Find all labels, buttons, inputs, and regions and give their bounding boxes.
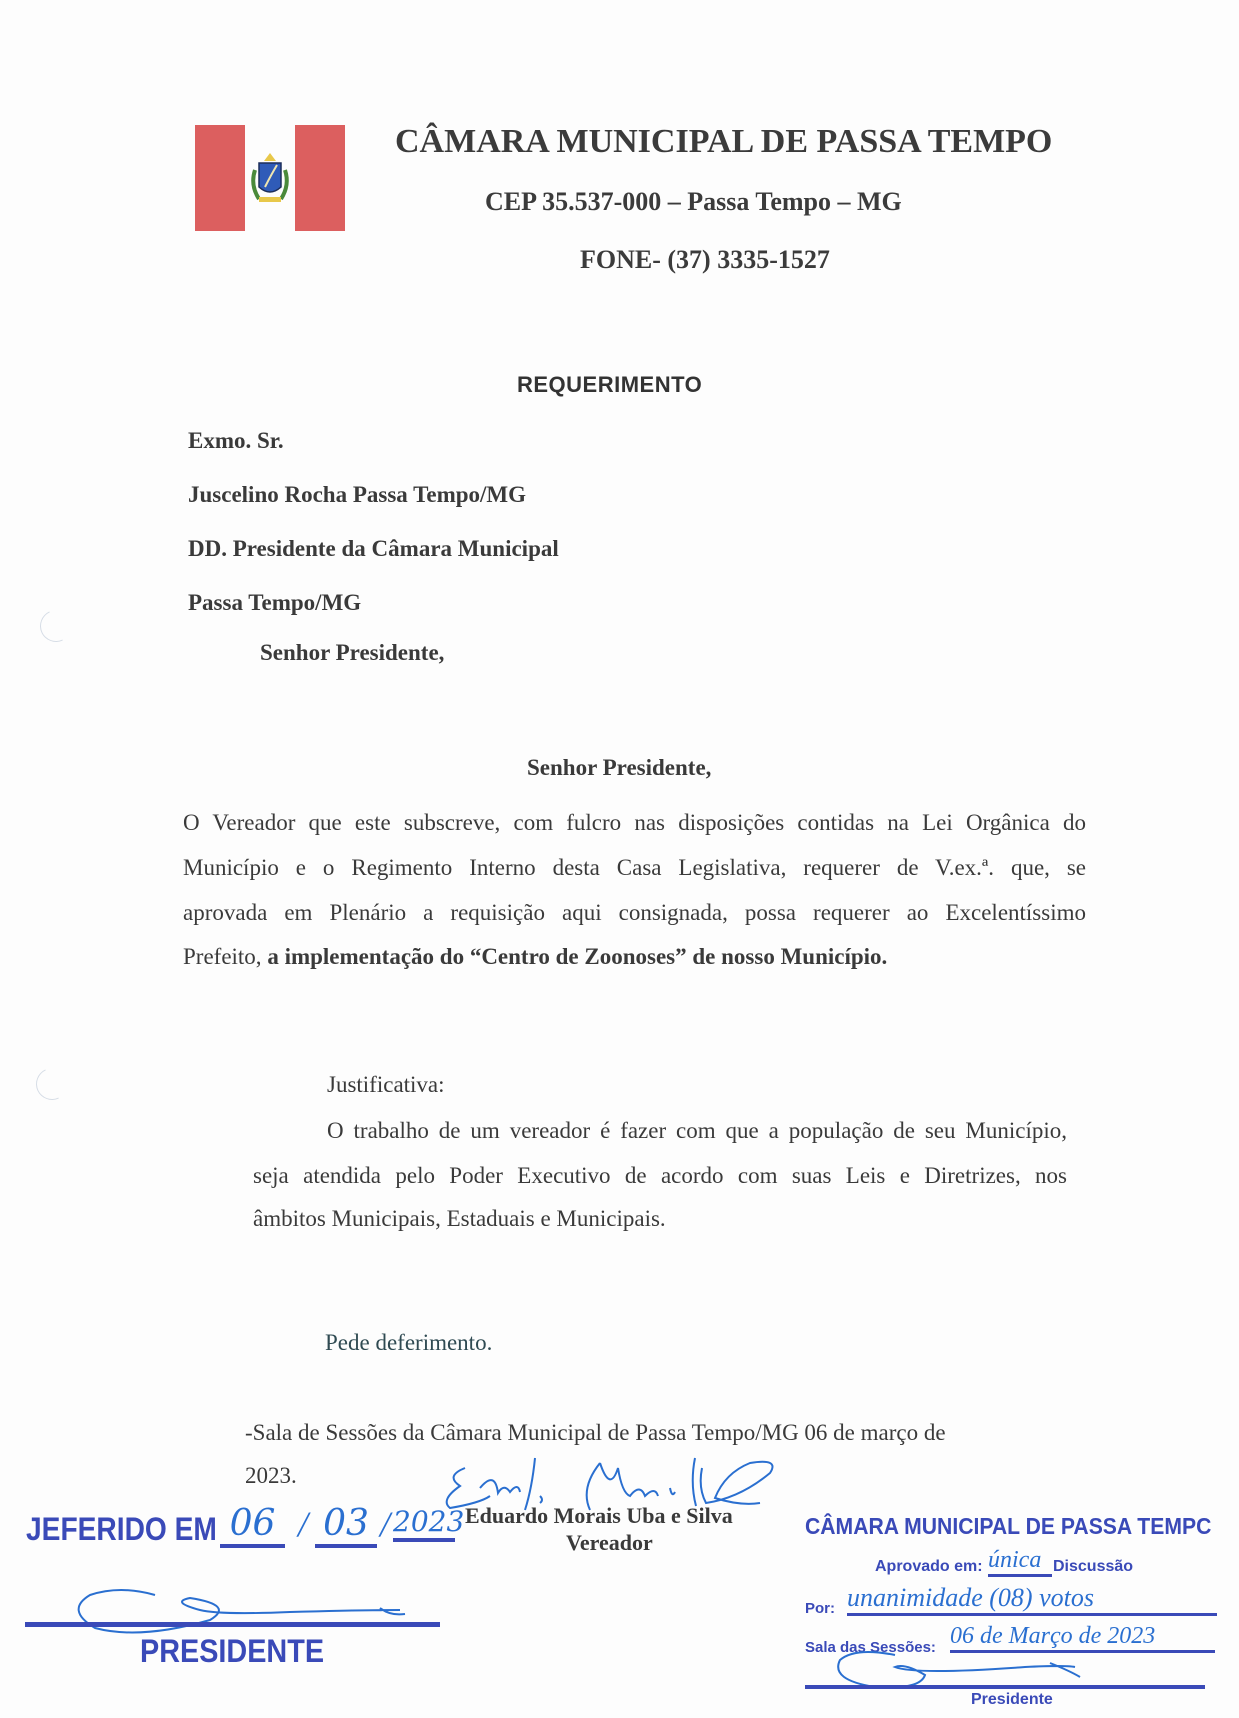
by-label: Por: (805, 1600, 835, 1617)
by-value: unanimidade (08) votos (847, 1583, 1217, 1616)
body-line: O Vereador que este subscreve, com fulcro nas disposições contidas na Lei Orgânica do (183, 810, 1086, 835)
slash-separator: / (298, 1504, 309, 1544)
phone-line: FONE- (37) 3335-1527 (580, 245, 830, 274)
signatory-name: Eduardo Morais Uba e Silva (465, 1503, 733, 1528)
flag-logo-icon (195, 125, 345, 231)
justification-label: Justificativa: (327, 1072, 445, 1097)
stamp-signature-line (25, 1622, 440, 1627)
stamp-day: 06 (220, 1503, 285, 1548)
stamp-president-label: PRESIDENTE (140, 1633, 325, 1669)
punch-hole-mark (31, 1063, 72, 1104)
justification-line: seja atendida pelo Poder Executivo de acordo com suas Leis e Diretrizes, nos (253, 1163, 1067, 1188)
body-prefix: Prefeito, (183, 944, 262, 969)
slash-separator: / (380, 1504, 391, 1544)
session-value: 06 de Março de 2023 (950, 1623, 1215, 1653)
aprovado-stamp (805, 1505, 1230, 1715)
body-request-bold: a implementação do “Centro de Zoonoses” de nosso Município. (267, 944, 888, 969)
stamp-deferido-label: JEFERIDO EM (26, 1511, 217, 1547)
stamp-month: 03 (315, 1503, 377, 1548)
approved-value: única (988, 1547, 1052, 1577)
deferido-stamp (20, 1503, 465, 1705)
approved-label: Aprovado em: (875, 1558, 983, 1575)
punch-hole-mark (35, 605, 76, 646)
body-line: aprovada em Plenário a requisição aqui consignada, possa requerer ao Excelentíssimo (183, 900, 1086, 925)
coat-of-arms-flag (195, 125, 345, 231)
session-label: Sala das Sessões: (805, 1639, 936, 1656)
addressee-line: DD. Presidente da Câmara Municipal (188, 536, 559, 561)
justification-line: O trabalho de um vereador é fazer com que a população de seu Município, (327, 1118, 1067, 1143)
approved-suffix: Discussão (1053, 1558, 1134, 1575)
institution-name: CÂMARA MUNICIPAL DE PASSA TEMPO (395, 123, 1053, 160)
closing: Pede deferimento. (325, 1330, 493, 1355)
stamp-year: 2023 (393, 1505, 455, 1542)
stamp-signature-line (805, 1685, 1205, 1689)
signatory-role: Vereador (566, 1530, 653, 1555)
stamp-institution: CÂMARA MUNICIPAL DE PASSA TEMPC (805, 1513, 1212, 1539)
justification-line: âmbitos Municipais, Estaduais e Municipais. (253, 1206, 666, 1231)
addressee-line: Passa Tempo/MG (188, 590, 362, 615)
place-date-line: -Sala de Sessões da Câmara Municipal de Passa Tempo/MG 06 de março de (245, 1420, 946, 1445)
addressee-line: Juscelino Rocha Passa Tempo/MG (188, 482, 527, 507)
salutation: Senhor Presidente, (527, 755, 712, 780)
addressee-line: Exmo. Sr. (188, 428, 284, 453)
document-title: REQUERIMENTO (517, 372, 703, 397)
stamp-president-label: Presidente (971, 1691, 1053, 1708)
place-date-line: 2023. (245, 1463, 297, 1488)
president-signature (60, 1580, 440, 1640)
body-line: Município e o Regimento Interno desta Casa Legislativa, requerer de V.ex.ª. que, se (183, 855, 1086, 880)
salutation: Senhor Presidente, (260, 640, 445, 665)
body-line-last (183, 944, 887, 970)
cep-line: CEP 35.537-000 – Passa Tempo – MG (485, 187, 902, 216)
